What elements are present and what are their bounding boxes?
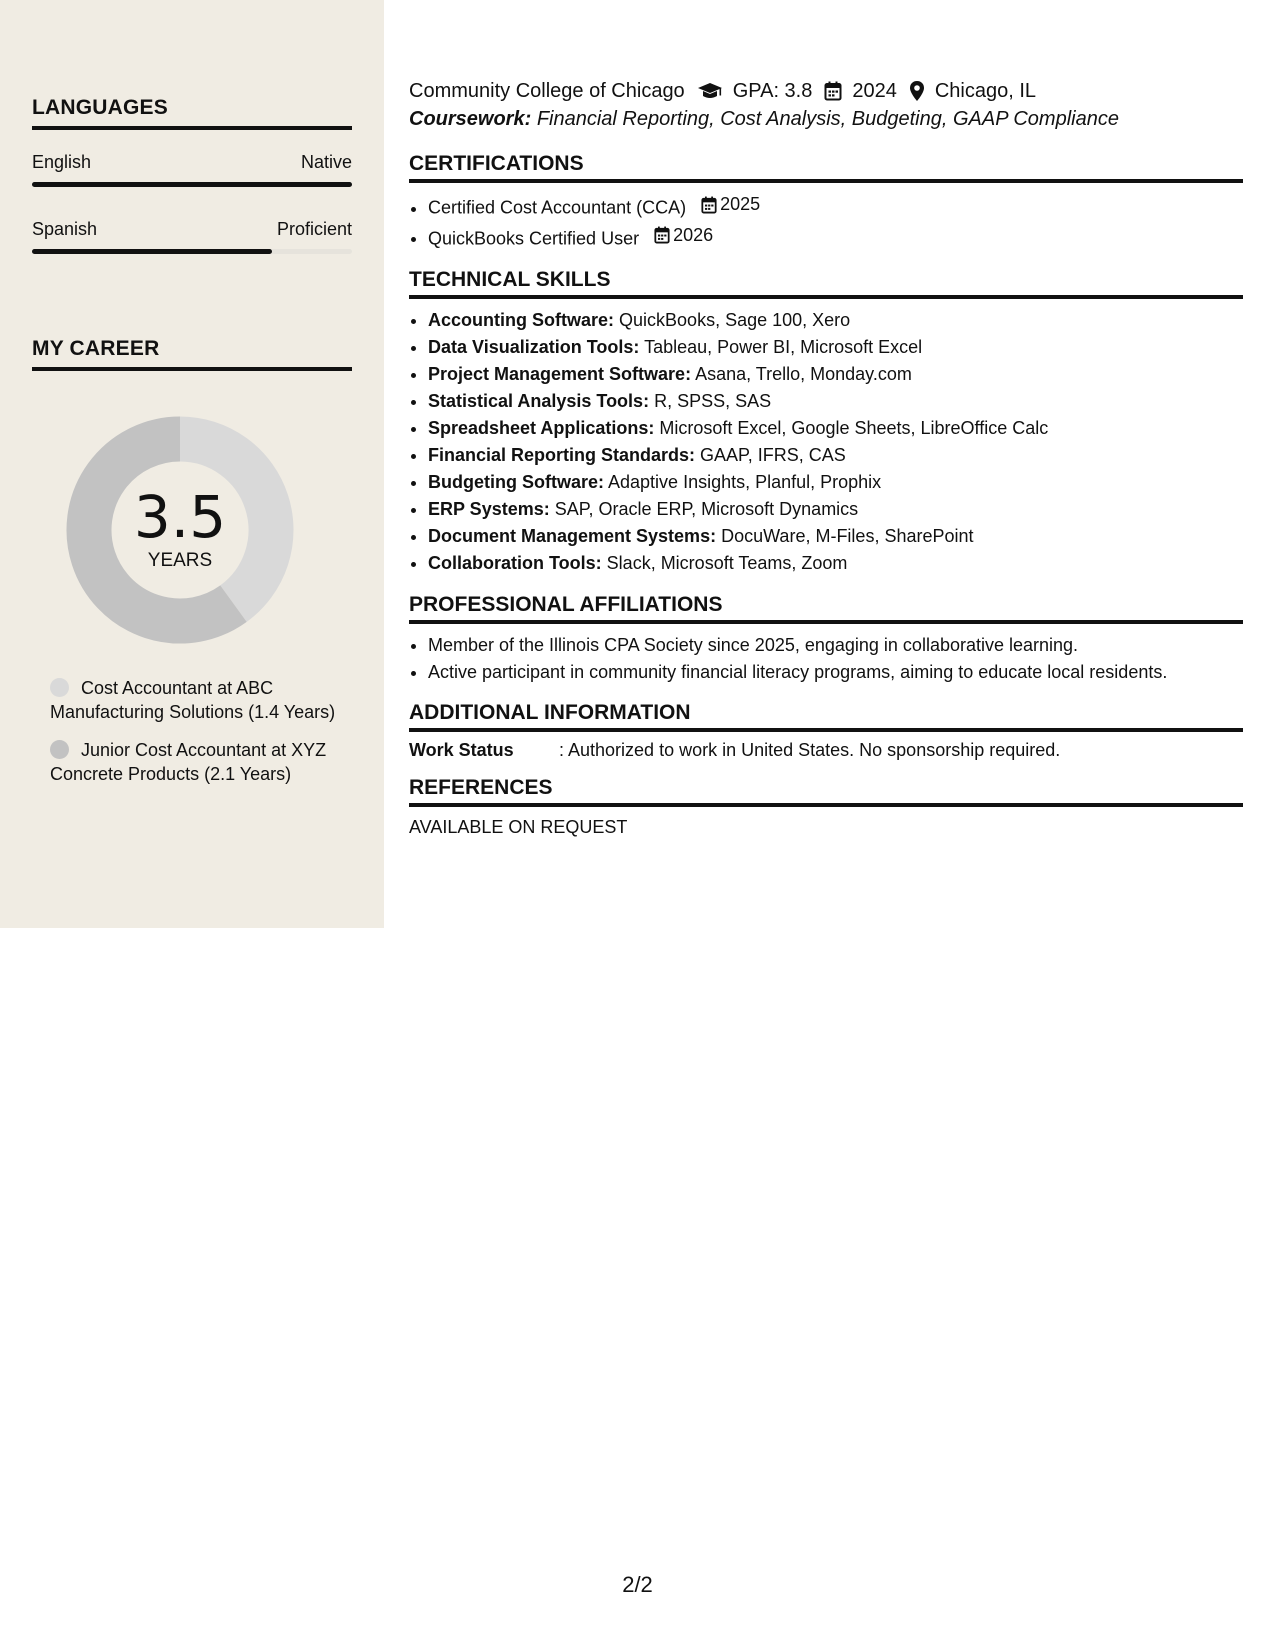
language-proficiency-bar: [32, 182, 352, 187]
career-section: [32, 337, 352, 371]
references-text: AVAILABLE ON REQUEST: [409, 817, 628, 837]
language-name: English: [32, 152, 92, 172]
skill-category: Data Visualization Tools:: [428, 337, 640, 357]
career-donut-chart: [66, 416, 294, 644]
skill-values: DocuWare, M-Files, SharePoint: [721, 526, 974, 546]
skill-category: Project Management Software:: [428, 364, 692, 384]
skill-values: Slack, Microsoft Teams, Zoom: [606, 553, 848, 573]
education-coursework: [409, 108, 1243, 131]
skill-values: Adaptive Insights, Planful, Prophix: [608, 472, 882, 492]
skill-values: Asana, Trello, Monday.com: [695, 364, 912, 384]
technical-skills-section: [409, 268, 1243, 577]
career-legend-label: Cost Accountant at ABC Manufacturing Solutions (1.4 Years): [50, 678, 336, 722]
education-school: Community College of Chicago: [409, 79, 685, 102]
career-legend-item: [50, 738, 340, 786]
skill-values: GAAP, IFRS, CAS: [700, 445, 846, 465]
skill-values: R, SPSS, SAS: [654, 391, 772, 411]
career-heading: MY CAREER: [32, 337, 352, 371]
language-level: Proficient: [276, 219, 352, 239]
career-legend-label: Junior Cost Accountant at XYZ Concrete Products (2.1 Years): [50, 740, 327, 784]
additional-info-section: [409, 701, 1243, 761]
skill-category: Spreadsheet Applications:: [428, 418, 655, 438]
education-line: [409, 76, 1243, 106]
skill-values: SAP, Oracle ERP, Microsoft Dynamics: [554, 499, 859, 519]
language-name: Spanish: [32, 219, 98, 239]
language-proficiency-bar: [32, 249, 352, 254]
skill-category: Document Management Systems:: [428, 526, 717, 546]
certification-year: 2026: [673, 224, 714, 245]
career-total-unit: YEARS: [147, 550, 213, 571]
skill-category: Financial Reporting Standards:: [428, 445, 696, 465]
calendar-icon: [701, 196, 717, 214]
certification-year: 2025: [720, 194, 761, 214]
skill-item: [428, 361, 1243, 388]
work-status-value: : Authorized to work in United States. No sponsorship required.: [559, 740, 1061, 760]
skill-item: [428, 388, 1243, 415]
certification-item: [428, 222, 1243, 253]
skill-category: Budgeting Software:: [428, 472, 604, 492]
affiliations-section: [409, 593, 1243, 686]
skill-category: Collaboration Tools:: [428, 553, 602, 573]
affiliation-item: • Active participant in community financial literacy programs, aiming to educate local residents.: [428, 659, 1243, 686]
calendar-icon: [824, 81, 842, 101]
language-proficiency-fill: [32, 249, 272, 254]
work-status-label: Work Status: [409, 740, 514, 760]
certifications-list: [409, 191, 1243, 252]
languages-heading: LANGUAGES: [32, 96, 352, 130]
skill-item: [428, 415, 1243, 442]
languages-section: [32, 96, 352, 254]
legend-dot-icon: [50, 740, 69, 759]
education-year: 2024: [852, 79, 897, 102]
language-proficiency-fill: [32, 182, 352, 187]
coursework-label: Coursework:: [409, 108, 532, 130]
skill-item: [428, 523, 1243, 550]
work-status-row: [409, 740, 1243, 761]
technical-skills-list: [409, 307, 1243, 577]
language-level: Native: [300, 152, 352, 172]
language-item: [32, 152, 352, 187]
sidebar: [0, 0, 384, 928]
education-location: Chicago, IL: [934, 79, 1037, 102]
certification-item: [428, 191, 1243, 222]
skill-category: Accounting Software:: [428, 310, 615, 330]
skill-item: [428, 334, 1243, 361]
technical-skills-heading: TECHNICAL SKILLS: [409, 268, 1243, 299]
career-legend: [50, 676, 340, 800]
skill-item: [428, 496, 1243, 523]
references-heading: REFERENCES: [409, 776, 1243, 807]
skill-item: [428, 469, 1243, 496]
page-number: 2/2: [622, 1572, 653, 1597]
skill-values: Tableau, Power BI, Microsoft Excel: [644, 337, 923, 357]
references-section: [409, 776, 1243, 838]
skill-category: ERP Systems:: [428, 499, 550, 519]
donut-center-label: [66, 416, 294, 644]
certification-name: QuickBooks Certified User: [428, 228, 640, 248]
main-content: [409, 76, 1243, 838]
skill-category: Statistical Analysis Tools:: [428, 391, 650, 411]
certifications-section: [409, 152, 1243, 252]
coursework-text: Financial Reporting, Cost Analysis, Budgeting, GAAP Compliance: [536, 108, 1119, 130]
affiliations-heading: PROFESSIONAL AFFILIATIONS: [409, 593, 1243, 624]
affiliations-list: [409, 632, 1243, 686]
location-pin-icon: [909, 80, 925, 102]
legend-dot-icon: [50, 678, 69, 697]
calendar-icon: [654, 226, 670, 244]
education-gpa: GPA: 3.8: [732, 79, 813, 102]
skill-values: QuickBooks, Sage 100, Xero: [619, 310, 851, 330]
affiliation-item: • Member of the Illinois CPA Society since 2025, engaging in collaborative learning.: [428, 632, 1243, 659]
additional-info-heading: ADDITIONAL INFORMATION: [409, 701, 1243, 732]
career-legend-item: [50, 676, 340, 724]
skill-item: [428, 442, 1243, 469]
skill-item: [428, 307, 1243, 334]
certification-name: Certified Cost Accountant (CCA): [428, 197, 687, 218]
certifications-heading: CERTIFICATIONS: [409, 152, 1243, 183]
language-item: [32, 219, 352, 254]
career-total-years: 3.5: [133, 483, 227, 551]
skill-values: Microsoft Excel, Google Sheets, LibreOffice Calc: [659, 418, 1049, 438]
graduation-cap-icon: [697, 81, 723, 101]
skill-item: [428, 550, 1243, 577]
